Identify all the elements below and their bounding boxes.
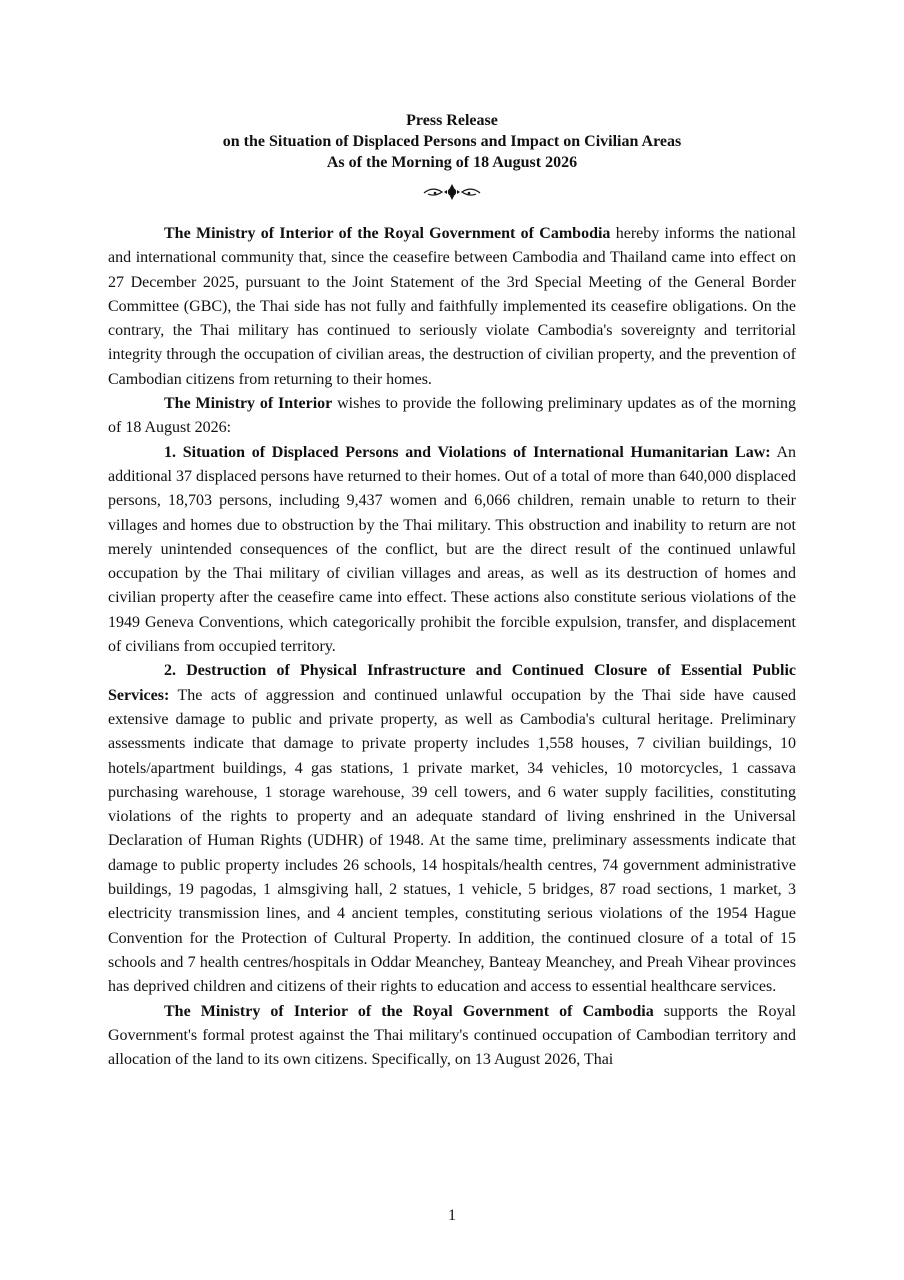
press-release-header: [0, 110, 904, 173]
paragraph-lead: 2. Destruction of Physical Infrastructure and Continued Closure of Essential Public Services:: [108, 662, 796, 704]
paragraph-displaced-persons: [108, 441, 796, 660]
paragraph-intro: [108, 222, 796, 392]
press-release-body: [108, 222, 796, 1072]
paragraph-protest: [108, 1000, 796, 1073]
page-number: 1: [448, 1207, 456, 1224]
paragraph-updates-intro: [108, 392, 796, 441]
paragraph-text: The acts of aggression and continued unlawful occupation by the Thai side have caused extensive damage to public and private property, as well as Cambodia's cultural heritage. Preliminary assessments indicate that damage to private property includes 1,558 houses, 7 civilian buildings, 10 hotels/apartment buildings, 4 gas stations, 1 private market, 34 vehicles, 10 motorcycles, 1 cassava purchasing warehouse, 1 storage warehouse, 39 cell towers, and 6 water supply facilities, constituting violations of the rights to property and an adequate standard of living enshrined in the Universal Declaration of Human Rights (UDHR) of 1948. At the same time, preliminary assessments indicate that damage to public property includes 26 schools, 14 hospitals/health centres, 74 government administrative buildings, 19 pagodas, 1 almsgiving hall, 2 statues, 1 vehicle, 5 bridges, 87 road sections, 1 market, 3 electricity transmission lines, and 4 ancient temples, constituting serious violations of the 1954 Hague Convention for the Protection of Cultural Property. In addition, the continued closure of a total of 15 schools and 7 health centres/hospitals in Oddar Meanchey, Banteay Meanchey, and Preah Vihear provinces has deprived children and citizens of their rights to education and access to essential healthcare services.: [108, 686, 796, 996]
paragraph-infrastructure: [108, 659, 796, 999]
paragraph-lead: The Ministry of Interior of the Royal Government of Cambodia: [164, 1002, 654, 1020]
header-subtitle: on the Situation of Displaced Persons and Impact on Civilian Areas: [222, 133, 682, 150]
paragraph-text: hereby informs the national and international community that, since the ceasefire between Cambodia and Thailand came into effect on 27 December 2025, pursuant to the Joint Statement of the 3rd Special Meeting of the General Border Committee (GBC), the Thai side has not fully and faithfully implemented its ceasefire obligations. On the contrary, the Thai military has continued to seriously violate Cambodia's sovereignty and territorial integrity through the occupation of civilian areas, the destruction of civilian property, and the prevention of Cambodian citizens from returning to their homes.: [108, 225, 797, 388]
paragraph-lead: The Ministry of Interior: [164, 395, 333, 413]
paragraph-lead: 1. Situation of Displaced Persons and Violations of International Humanitarian Law:: [164, 443, 771, 461]
paragraph-text: supports the Royal Government's formal protest against the Thai military's continued occupation of Cambodian territory and allocation of the land to its own citizens. Specifically, on 13 August 2026, Thai: [108, 1002, 796, 1069]
header-title: Press Release: [406, 112, 498, 129]
paragraph-lead: The Ministry of Interior of the Royal Government of Cambodia: [164, 225, 611, 242]
ornament-divider-icon: [422, 182, 482, 202]
paragraph-text: An additional 37 displaced persons have returned to their homes. Out of a total of more than 640,000 displaced persons, 18,703 persons, including 9,437 women and 6,066 children, remain unable to return to their villages and homes due to obstruction by the Thai military. This obstruction and inability to return are not merely unintended consequences of the conflict, but are the direct result of the continued unlawful occupation by the Thai military of civilian villages and areas, as well as its destruction of homes and civilian property after the ceasefire came into effect. These actions also constitute serious violations of the 1949 Geneva Conventions, which categorically prohibit the forcible expulsion, transfer, and displacement of civilians from occupied territory.: [108, 443, 797, 656]
paragraph-text: wishes to provide the following preliminary updates as of the morning of 18 August 2026:: [108, 395, 797, 437]
header-date-line: As of the Morning of 18 August 2026: [326, 154, 578, 171]
